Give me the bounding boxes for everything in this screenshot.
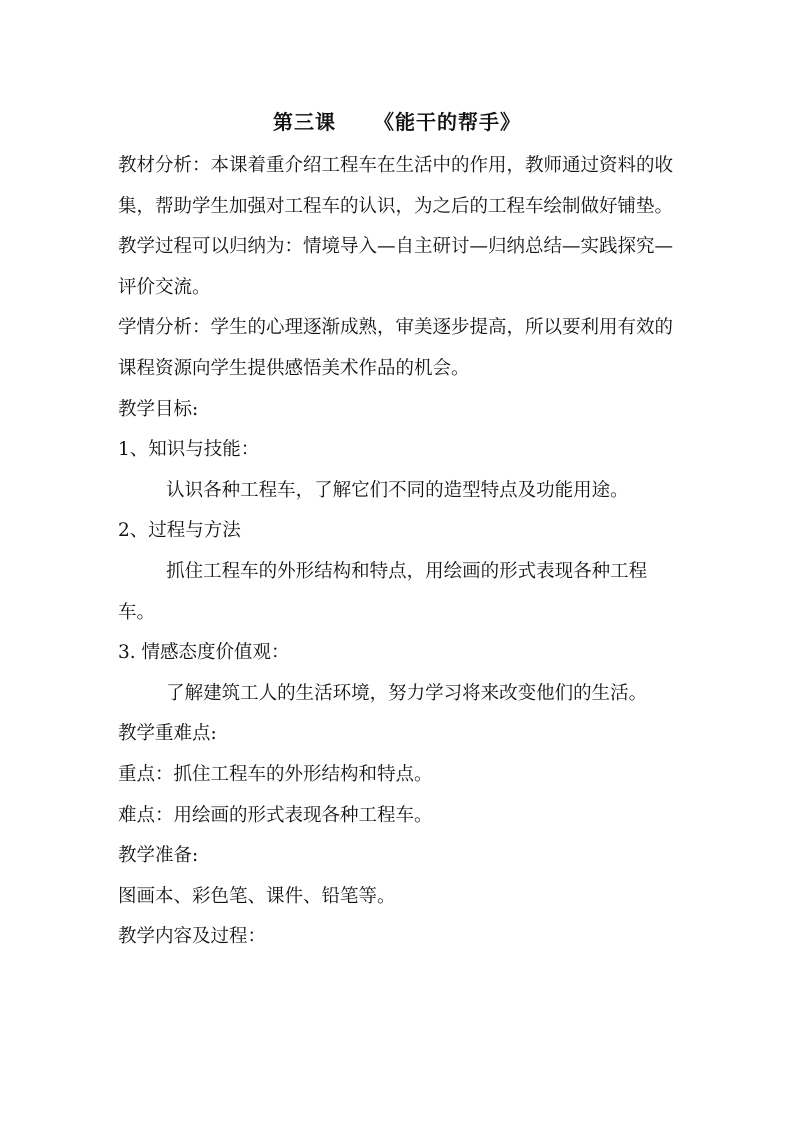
teaching-goals-heading: 教学目标:	[118, 398, 199, 420]
document-body	[118, 146, 678, 958]
knowledge-skills-text: 认识各种工程车，了解它们不同的造型特点及功能用途。	[166, 479, 629, 501]
values-text: 了解建筑工人的生活环境，努力学习将来改变他们的生活。	[166, 682, 648, 704]
lesson-name: 《能干的帮手》	[374, 110, 521, 134]
key-difficulties-heading: 教学重难点:	[118, 723, 217, 745]
knowledge-skills-heading: 1、知识与技能：	[118, 439, 260, 461]
teaching-process-heading: 教学内容及过程：	[118, 926, 267, 948]
materials-text: 图画本、彩色笔、课件、铅笔等。	[118, 885, 396, 907]
key-point-text: 重点：抓住工程车的外形结构和特点。	[118, 763, 433, 785]
textbook-analysis-paragraph: 教材分析：本课着重介绍工程车在生活中的作用，教师通过资料的收集，帮助学生加强对工程车的认识，为之后的工程车绘制做好铺垫。教学过程可以归纳为：情境导入—自主研讨—归纳总结—实践探究—评价交流。	[118, 155, 674, 298]
teaching-preparation-heading: 教学准备:	[118, 845, 199, 867]
lesson-title	[0, 106, 794, 135]
values-heading: 3. 情感态度价值观：	[118, 642, 290, 664]
lesson-number: 第三课	[273, 110, 336, 134]
student-analysis-paragraph: 学情分析：学生的心理逐渐成熟，审美逐步提高，所以要利用有效的课程资源向学生提供感悟美术作品的机会。	[118, 317, 674, 379]
difficulty-text: 难点：用绘画的形式表现各种工程车。	[118, 804, 433, 826]
process-method-heading: 2、过程与方法	[118, 520, 241, 542]
process-method-text: 抓住工程车的外形结构和特点，用绘画的形式表现各种工程车。	[118, 560, 648, 623]
